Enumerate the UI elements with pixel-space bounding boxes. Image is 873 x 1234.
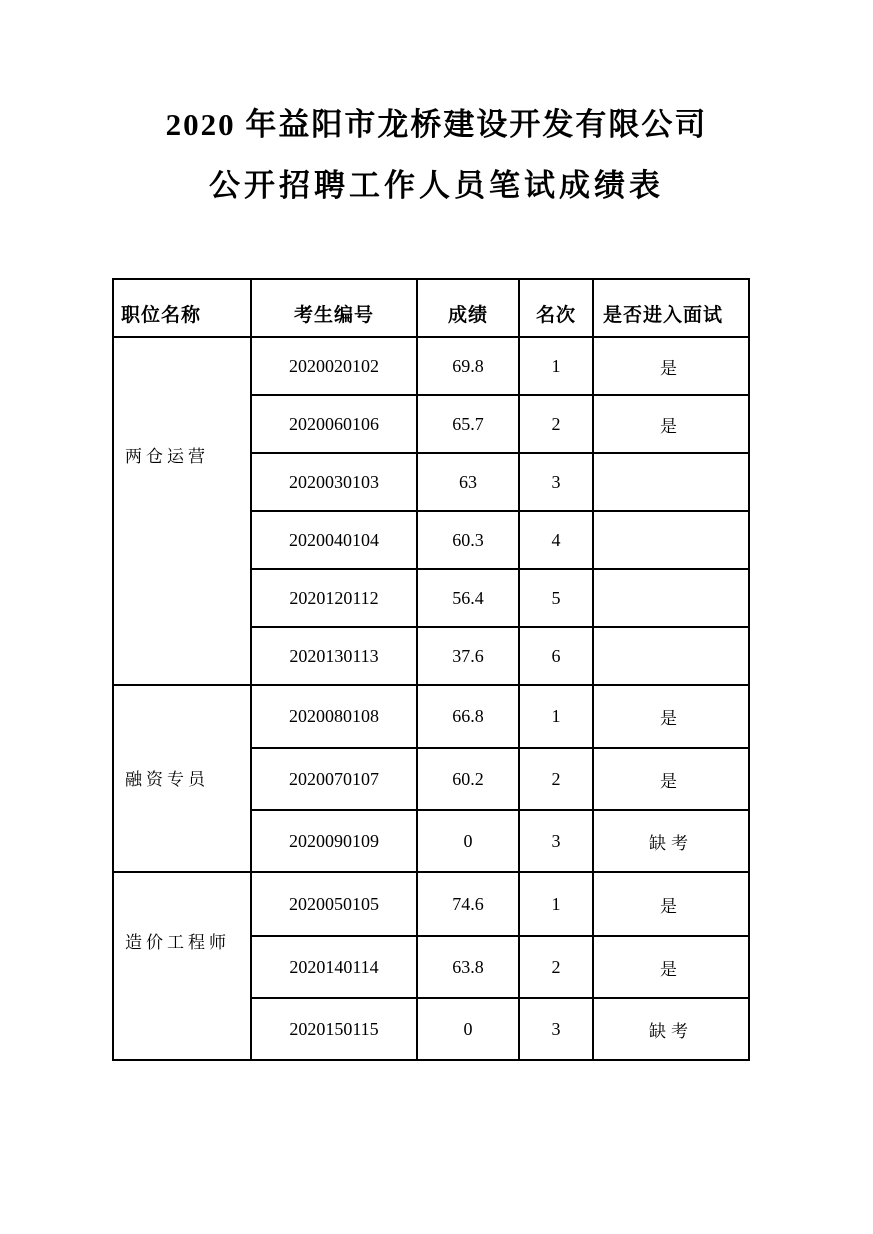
candidate-id-cell: 2020140114	[251, 936, 417, 998]
table-row	[113, 685, 749, 748]
table-row	[113, 872, 749, 936]
candidate-id-cell: 2020030103	[251, 453, 417, 511]
score-cell: 56.4	[417, 569, 519, 627]
rank-cell: 1	[519, 872, 593, 936]
document-title-line-2: 公开招聘工作人员笔试成绩表	[209, 168, 664, 203]
col-header-candidate-id: 考生编号	[251, 279, 417, 337]
score-cell: 65.7	[417, 395, 519, 453]
position-cell: 两仓运营	[113, 337, 251, 685]
interview-cell: 缺考	[593, 810, 749, 872]
interview-cell: 是	[593, 748, 749, 810]
candidate-id-cell: 2020070107	[251, 748, 417, 810]
rank-cell: 5	[519, 569, 593, 627]
candidate-id-cell: 2020060106	[251, 395, 417, 453]
score-cell: 60.3	[417, 511, 519, 569]
rank-cell: 6	[519, 627, 593, 685]
score-cell: 66.8	[417, 685, 519, 748]
candidate-id-cell: 2020090109	[251, 810, 417, 872]
interview-cell	[593, 453, 749, 511]
rank-cell: 3	[519, 453, 593, 511]
rank-cell: 2	[519, 936, 593, 998]
interview-cell: 缺考	[593, 998, 749, 1060]
rank-cell: 2	[519, 748, 593, 810]
rank-cell: 3	[519, 998, 593, 1060]
interview-cell	[593, 511, 749, 569]
rank-cell: 2	[519, 395, 593, 453]
interview-cell	[593, 569, 749, 627]
candidate-id-cell: 2020150115	[251, 998, 417, 1060]
col-header-score: 成绩	[417, 279, 519, 337]
exam-results-table	[112, 278, 750, 1061]
interview-cell: 是	[593, 395, 749, 453]
col-header-position: 职位名称	[113, 279, 251, 337]
score-cell: 74.6	[417, 872, 519, 936]
position-cell: 融资专员	[113, 685, 251, 872]
candidate-id-cell: 2020080108	[251, 685, 417, 748]
score-cell: 63	[417, 453, 519, 511]
candidate-id-cell: 2020050105	[251, 872, 417, 936]
table-row	[113, 337, 749, 395]
rank-cell: 1	[519, 337, 593, 395]
col-header-interview: 是否进入面试	[593, 279, 749, 337]
candidate-id-cell: 2020120112	[251, 569, 417, 627]
table-header-row	[113, 279, 749, 337]
score-cell: 60.2	[417, 748, 519, 810]
interview-cell: 是	[593, 685, 749, 748]
interview-cell: 是	[593, 872, 749, 936]
interview-cell: 是	[593, 936, 749, 998]
col-header-rank: 名次	[519, 279, 593, 337]
interview-cell	[593, 627, 749, 685]
candidate-id-cell: 2020040104	[251, 511, 417, 569]
score-cell: 37.6	[417, 627, 519, 685]
score-cell: 63.8	[417, 936, 519, 998]
rank-cell: 4	[519, 511, 593, 569]
score-cell: 69.8	[417, 337, 519, 395]
candidate-id-cell: 2020020102	[251, 337, 417, 395]
score-cell: 0	[417, 810, 519, 872]
rank-cell: 1	[519, 685, 593, 748]
rank-cell: 3	[519, 810, 593, 872]
interview-cell: 是	[593, 337, 749, 395]
document-title-line-1: 2020 年益阳市龙桥建设开发有限公司	[165, 107, 708, 142]
candidate-id-cell: 2020130113	[251, 627, 417, 685]
position-cell: 造价工程师	[113, 872, 251, 1060]
score-cell: 0	[417, 998, 519, 1060]
